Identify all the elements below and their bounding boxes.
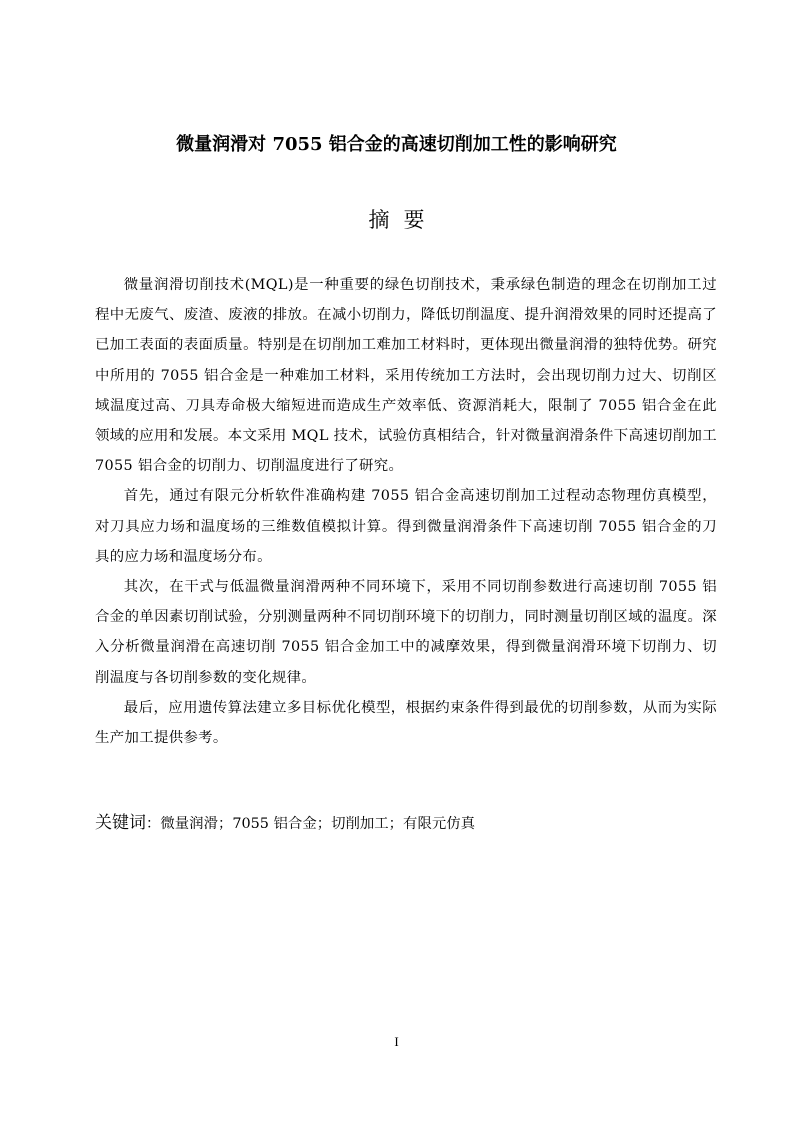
abstract-paragraph: 最后，应用遗传算法建立多目标优化模型，根据约束条件得到最优的切削参数，从而为实际生产加工提供参考。 <box>95 699 717 747</box>
page-number: I <box>394 1034 399 1049</box>
abstract-paragraph: 首先，通过有限元分析软件准确构建 7055 铝合金高速切削加工过程动态物理仿真模型，对刀具应力场和温度场的三维数值模拟计算。得到微量润滑条件下高速切削 7055 铝合金的刀具的应力场和温度场分布。 <box>95 488 717 565</box>
document-title: 微量润滑对 7055 铝合金的高速切削加工性的影响研究 <box>176 134 617 155</box>
abstract-body <box>95 270 717 753</box>
abstract-paragraph: 微量润滑切削技术(MQL)是一种重要的绿色切削技术，秉承绿色制造的理念在切削加工过程中无废气、废渣、废液的排放。在减小切削力，降低切削温度、提升润滑效果的同时还提高了已加工表面的表面质量。特别是在切削加工难加工材料时，更体现出微量润滑的独特优势。研究中所用的 7055 铝合金是一种难加工材料，采用传统加工方法时，会出现切削力过大、切削区域温度过高、刀具寿命极大缩短进而造成生产效率低、资源消耗大，限制了 7055 铝合金在此领域的应用和发展。本文采用 MQL 技术，试验仿真相结合，针对微量润滑条件下高速切削加工 7055 铝合金的切削力、切削温度进行了研究。 <box>95 277 717 475</box>
keywords-label: 关键词 <box>95 813 146 833</box>
keywords-list: ：微量润滑；7055 铝合金；切削加工；有限元仿真 <box>146 816 476 832</box>
abstract-heading: 摘要 <box>368 208 439 232</box>
abstract-paragraph: 其次，在干式与低温微量润滑两种不同环境下，采用不同切削参数进行高速切削 7055 铝合金的单因素切削试验，分别测量两种不同切削环境下的切削力，同时测量切削区域的温度。深入分析微量润滑在高速切削 7055 铝合金加工中的减摩效果，得到微量润滑环境下切削力、切削温度与各切削参数的变化规律。 <box>95 579 717 686</box>
keywords-line <box>95 808 717 839</box>
